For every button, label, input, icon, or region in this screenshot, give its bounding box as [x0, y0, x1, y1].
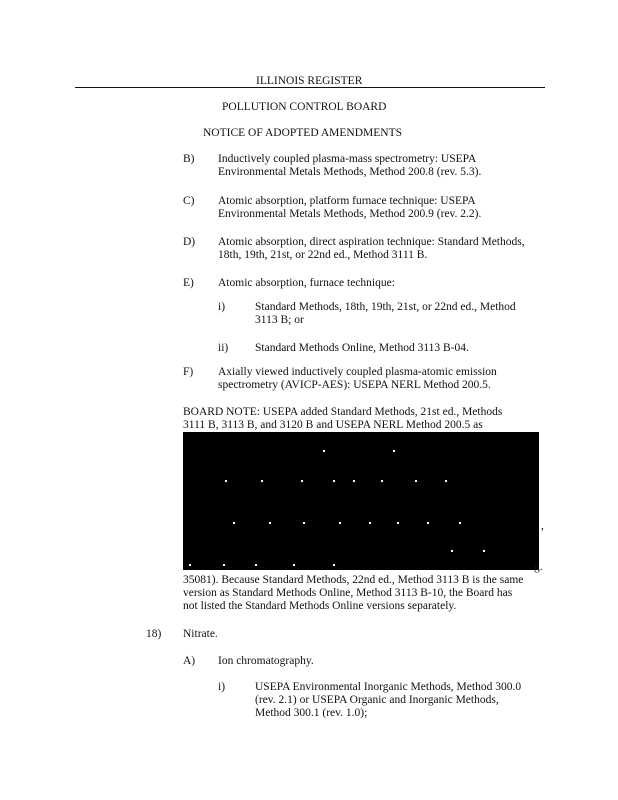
item-line: 18th, 19th, 21st, or 22nd ed., Method 3111 B.: [218, 249, 428, 261]
item-line: Atomic absorption, direct aspiration technique: Standard Methods,: [218, 236, 525, 248]
board-note-line: not listed the Standard Methods Online versions separately.: [183, 600, 457, 612]
item-marker: F): [183, 366, 194, 378]
item-line: Standard Methods Online, Method 3113 B-04.: [255, 342, 469, 354]
item-marker: i): [218, 681, 226, 693]
item-marker: E): [183, 277, 194, 289]
item-marker: D): [183, 236, 196, 248]
item-line: Method 300.1 (rev. 1.0);: [255, 707, 368, 719]
item-line: 3113 B; or: [255, 314, 304, 326]
redaction-noise: [183, 432, 539, 570]
board-note-fragment: ,: [541, 520, 544, 532]
redacted-block: [183, 432, 539, 570]
item-marker: A): [183, 655, 196, 667]
item-line: Axially viewed inductively coupled plasma-atomic emission: [218, 366, 497, 378]
board-note-line: 35081). Because Standard Methods, 22nd ed., Method 3113 B is the same: [183, 574, 524, 586]
item-marker: C): [183, 195, 195, 207]
item-line: USEPA Environmental Inorganic Methods, Method 300.0: [255, 681, 522, 693]
item-line: spectrometry (AVICP-AES): USEPA NERL Method 200.5.: [218, 379, 491, 391]
board-note-fragment: g.: [534, 561, 543, 573]
item-line: Atomic absorption, furnace technique:: [218, 277, 395, 289]
header-rule: [75, 87, 545, 88]
item-marker: i): [218, 301, 226, 313]
item-marker: 18): [146, 628, 162, 640]
notice-title: NOTICE OF ADOPTED AMENDMENTS: [203, 127, 403, 139]
item-marker: B): [183, 153, 195, 165]
item-line: (rev. 2.1) or USEPA Organic and Inorganic Methods,: [255, 694, 499, 706]
board-note-line: BOARD NOTE: USEPA added Standard Methods, 21st ed., Methods: [183, 406, 503, 418]
item-line: Environmental Metals Methods, Method 200.8 (rev. 5.3).: [218, 166, 482, 178]
item-line: Ion chromatography.: [218, 655, 314, 667]
item-marker: ii): [218, 342, 229, 354]
item-line: Nitrate.: [183, 628, 218, 640]
agency-title: POLLUTION CONTROL BOARD: [222, 101, 387, 113]
board-note-line: version as Standard Methods Online, Method 3113 B-10, the Board has: [183, 587, 513, 599]
item-line: Atomic absorption, platform furnace technique: USEPA: [218, 195, 476, 207]
register-title: ILLINOIS REGISTER: [256, 75, 363, 87]
board-note-line: 3111 B, 3113 B, and 3120 B and USEPA NERL Method 200.5 as: [183, 419, 483, 431]
item-line: Standard Methods, 18th, 19th, 21st, or 22nd ed., Method: [255, 301, 516, 313]
item-line: Inductively coupled plasma-mass spectrometry: USEPA: [218, 153, 477, 165]
item-line: Environmental Metals Methods, Method 200.9 (rev. 2.2).: [218, 208, 482, 220]
